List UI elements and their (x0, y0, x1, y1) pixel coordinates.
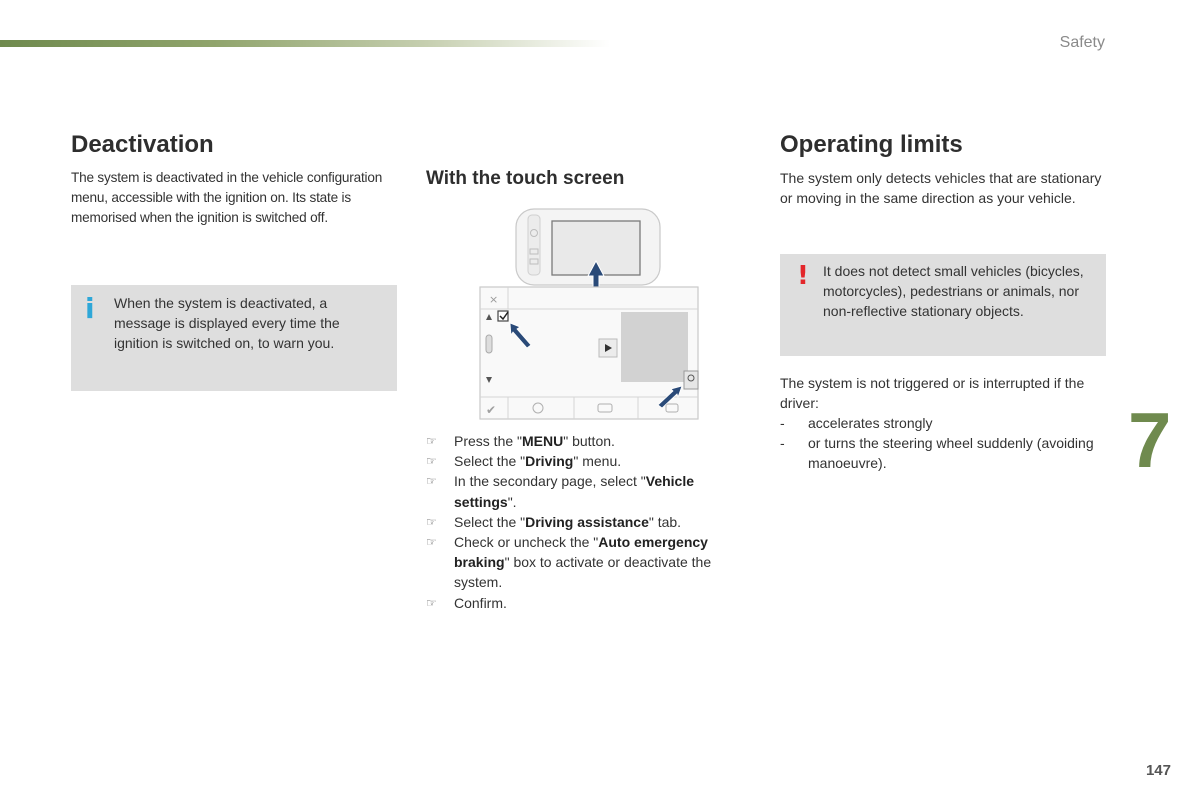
step-item: ☞ Select the "Driving" menu. (426, 451, 756, 471)
svg-text:✔: ✔ (486, 403, 497, 417)
touch-screen-illustration (478, 205, 702, 423)
steps-list (426, 431, 756, 613)
operating-limits-text: The system only detects vehicles that are stationary or moving in the same direction as your vehicle. (780, 170, 1102, 206)
pointer-icon: ☞ (426, 434, 437, 448)
warning-note-text: It does not detect small vehicles (bicycles, motorcycles), pedestrians or animals, nor non-reflective stationary objects. (823, 263, 1084, 319)
deactivation-text: The system is deactivated in the vehicle configuration menu, accessible with the ignition on. Its state is memorised when the ignition is switched off. (71, 170, 383, 225)
pointer-icon: ☞ (426, 514, 437, 529)
list-item: - or turns the steering wheel suddenly (avoiding manoeuvre). (780, 435, 1094, 471)
zoomed-screen-graphic (480, 287, 698, 419)
step-item: ☞ In the secondary page, select "Vehicle settings". (426, 473, 695, 510)
info-note-text: When the system is deactivated, a message is displayed every time the ignition is switched on, to warn you. (114, 295, 340, 351)
info-icon: i (85, 292, 95, 325)
step-item: ☞ Confirm. (426, 593, 756, 613)
step-item: ☞ Select the "Driving assistance" tab. (426, 512, 756, 532)
info-note (71, 285, 397, 391)
driver-actions-list (780, 413, 1106, 473)
header-accent-bar (0, 40, 610, 47)
warning-note (780, 254, 1106, 356)
list-item: - accelerates strongly (780, 415, 933, 431)
deactivation-title: Deactivation (71, 131, 214, 158)
svg-text:×: × (489, 293, 499, 306)
step-item: ☞ Press the "MENU" button. (426, 431, 756, 451)
pointer-icon: ☞ (426, 535, 437, 550)
head-unit-graphic (516, 209, 660, 285)
pointer-icon: ☞ (426, 595, 437, 610)
operating-limits-title: Operating limits (780, 131, 963, 158)
chapter-number: 7 (1128, 396, 1172, 484)
interruption-text: The system is not triggered or is interrupted if the driver: (780, 375, 1085, 411)
section-label: Safety (1059, 34, 1105, 51)
touch-screen-title: With the touch screen (426, 168, 625, 189)
step-item: ☞ Check or uncheck the "Auto emergency braking" box to activate or deactivate the system. (426, 534, 712, 591)
pointer-icon: ☞ (426, 474, 437, 489)
page-number: 147 (1145, 762, 1171, 779)
warning-icon: ! (797, 261, 809, 291)
pointer-icon: ☞ (426, 454, 437, 469)
